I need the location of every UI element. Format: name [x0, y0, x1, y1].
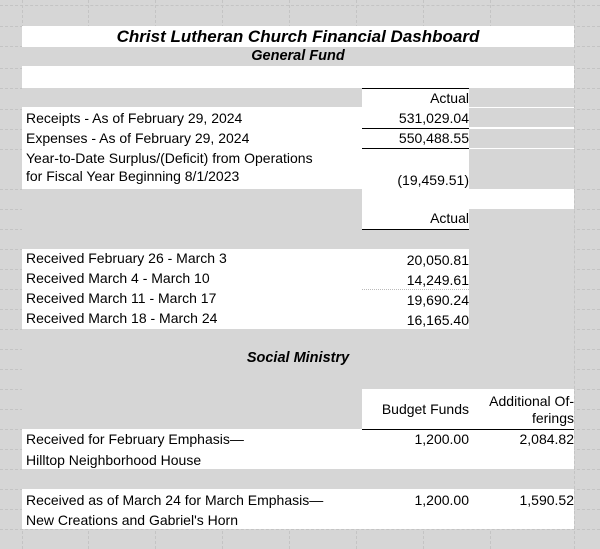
band: [469, 249, 574, 329]
header-rule: [362, 88, 469, 89]
band: [22, 389, 362, 429]
page-title: Christ Lutheran Church Financial Dashboard: [116, 27, 480, 46]
social-additional-value: 1,590.52: [519, 492, 574, 508]
expenses-value: 550,488.55: [398, 130, 469, 146]
budget-funds-header: Budget Funds: [381, 401, 469, 417]
header-rule: [362, 229, 469, 230]
band: [469, 88, 574, 107]
band: [469, 108, 574, 127]
social-label-line1: Received as of March 24 for March Emphasis—: [26, 492, 324, 508]
weekly-value: 14,249.61: [406, 272, 469, 288]
weekly-value: 20,050.81: [406, 252, 469, 268]
band: [469, 149, 574, 189]
row-rule: [362, 289, 469, 290]
weekly-label: Received March 18 - March 24: [26, 310, 218, 326]
surplus-label-line2: for Fiscal Year Beginning 8/1/2023: [26, 168, 240, 184]
social-additional-value: 2,084.82: [519, 431, 574, 447]
band: [22, 369, 574, 389]
row-rule: [362, 148, 469, 149]
band: [22, 469, 574, 489]
receipts-value: 531,029.04: [398, 110, 469, 126]
social-label-line2: Hilltop Neighborhood House: [26, 452, 202, 468]
additional-header-line1: Additional Of-: [489, 393, 574, 409]
expenses-label: Expenses - As of February 29, 2024: [26, 130, 250, 146]
row-rule: [362, 128, 469, 129]
weekly-value: 19,690.24: [406, 292, 469, 308]
band: [22, 229, 574, 249]
band: [469, 209, 574, 229]
section-general-fund: General Fund: [251, 48, 345, 64]
band: [22, 88, 362, 107]
additional-header-line2: ferings: [531, 410, 574, 426]
section-social-ministry: Social Ministry: [246, 350, 350, 366]
dashboard-sheet: [22, 26, 574, 529]
weekly-value: 16,165.40: [406, 312, 469, 328]
weekly-label: Received March 11 - March 17: [26, 290, 217, 306]
receipts-label: Receipts - As of February 29, 2024: [26, 110, 243, 126]
social-budget-value: 1,200.00: [414, 431, 469, 447]
surplus-label-line1: Year-to-Date Surplus/(Deficit) from Operations: [26, 150, 313, 166]
header-rule: [362, 429, 574, 430]
band: [22, 189, 362, 229]
social-label-line2: New Creations and Gabriel's Horn: [26, 512, 238, 528]
actual-header: Actual: [430, 90, 469, 106]
weekly-label: Received March 4 - March 10: [26, 270, 210, 286]
surplus-value: (19,459.51): [397, 172, 469, 188]
weekly-label: Received February 26 - March 3: [26, 250, 227, 266]
social-budget-value: 1,200.00: [414, 492, 469, 508]
weekly-actual-header: Actual: [430, 210, 469, 226]
band: [469, 129, 574, 148]
social-label-line1: Received for February Emphasis—: [26, 431, 244, 447]
